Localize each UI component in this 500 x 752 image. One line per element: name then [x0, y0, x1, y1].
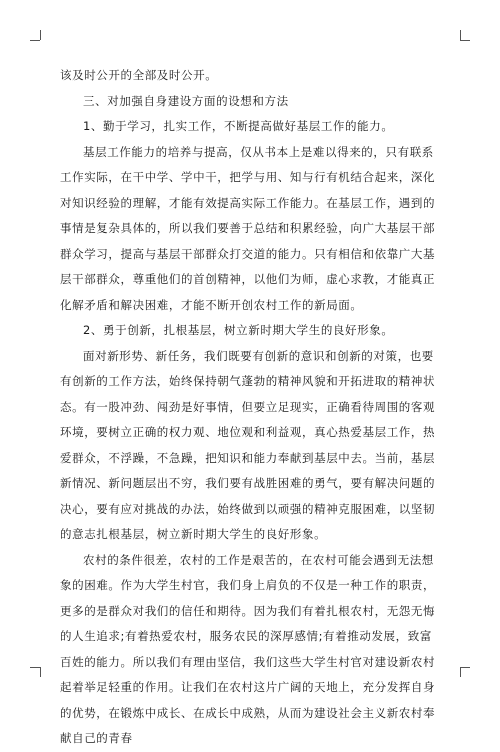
crop-mark-bottom-right-vertical	[460, 667, 461, 677]
section-heading: 三、对加强自身建设方面的设想和方法	[83, 93, 289, 108]
crop-mark-top-left-vertical	[40, 30, 41, 40]
paragraph: 基层工作能力的培养与提高，仅从书本上是难以得来的，只有联系工作实际，在干中学、学中干，把学与用、知与行有机结合起来，深化对知识经验的理解，才能有效提高实际工作能力。在基层工作，遇到的事情是复杂具体的，所以我们要善于总结和积累经验，向广大基层干部群众学习，提高与基层干部群众打交道的能力。只有相信和依靠广大基层干部群众，尊重他们的首创精神，以他们为师，虚心求教，才能真正化解矛盾和解决困难，才能不断开创农村工作的新局面。	[60, 144, 436, 312]
paragraph: 农村的条件很差，农村的工作是艰苦的，在农村可能会遇到无法想象的困难。作为大学生村官，我们身上肩负的不仅是一种工作的职责，更多的是群众对我们的信任和期待。因为我们有着扎根农村，无怨无悔的人生追求;有着热爱农村，服务农民的深厚感情;有着推动发展，致富百姓的能力。所以我们有理由坚信，我们这些大学生村官对建设新农村起着举足轻重的作用。让我们在农村这片广阔的天地上，充分发挥自身的优势，在锻炼中成长、在成长中成熟，从而为建设社会主义新农村奉献自己的青春	[60, 552, 436, 745]
subsection-heading: 1、勤于学习，扎实工作，不断提高做好基层工作的能力。	[83, 119, 394, 133]
crop-mark-top-right-horizontal	[460, 40, 470, 41]
crop-mark-top-left-horizontal	[30, 40, 40, 41]
crop-mark-top-right-vertical	[460, 30, 461, 40]
paragraph: 面对新形势、新任务，我们既要有创新的意识和创新的对策，也要有创新的工作方法，始终保持朝气蓬勃的精神风貌和开拓进取的精神状态。有一股冲劲、闯劲是好事情，但要立足现实，正确看待周围的客观环境，要树立正确的权力观、地位观和利益观，真心热爱基层工作，热爱群众，不浮躁，不急躁，把知识和能力奉献到基层中去。当前，基层新情况、新问题层出不穷，我们要有战胜困难的勇气，要有解决问题的决心，要有应对挑战的办法，始终做到以顽强的精神克服困难，以坚韧的意志扎根基层，树立新时期大学生的良好形象。	[60, 348, 436, 541]
paragraph: 该及时公开的全部及时公开。	[60, 68, 218, 82]
crop-mark-bottom-right-horizontal	[460, 667, 470, 668]
crop-mark-bottom-left-horizontal	[30, 667, 40, 668]
subsection-heading: 2、勇于创新，扎根基层，树立新时期大学生的良好形象。	[83, 323, 394, 337]
document-body	[60, 63, 440, 752]
crop-mark-bottom-left-vertical	[40, 667, 41, 677]
